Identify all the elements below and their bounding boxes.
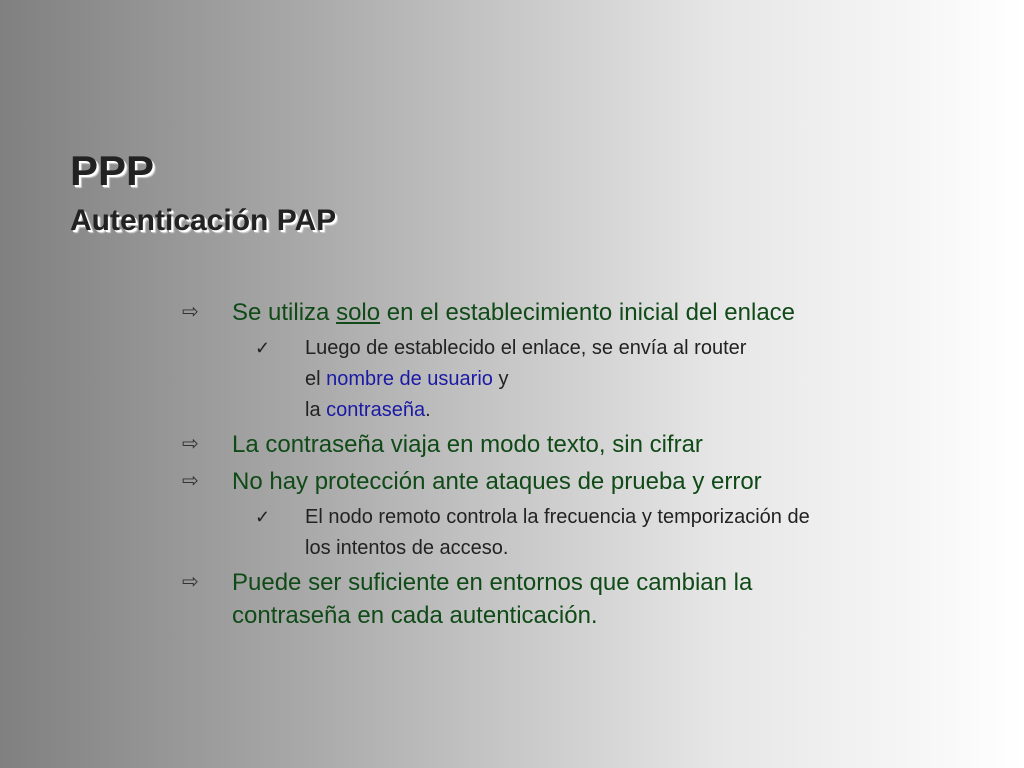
bullet-list: [180, 296, 970, 636]
slide-title: PPP: [70, 147, 155, 194]
sub-bullet-3-line-2: los intentos de acceso.: [305, 537, 509, 559]
bullet-1-pre: Se utiliza: [232, 299, 337, 326]
sub-bullet-1-line-2-post: y: [492, 368, 509, 390]
checkmark-icon: ✓: [255, 507, 271, 527]
sub-bullet-3: [180, 502, 970, 564]
arrow-right-outline-icon: ⇨: [182, 301, 199, 323]
sub-bullet-1-line-2: [305, 364, 970, 395]
bullet-4-line-1: Puede ser suficiente en entornos que cambian la: [232, 569, 753, 596]
password-term: contraseña: [326, 399, 426, 421]
slide-subtitle: Autenticación PAP: [70, 204, 337, 237]
bullet-4-line-2: contraseña en cada autenticación.: [232, 602, 598, 629]
bullet-1-post: en el establecimiento inicial del enlace: [380, 299, 796, 326]
bullet-item-2: [180, 428, 970, 461]
sub-bullet-1-line-3: [305, 395, 970, 426]
sub-bullet-1-line-2-pre: el: [305, 368, 327, 390]
sub-bullet-1-line-1: Luego de establecido el enlace, se envía al router: [305, 337, 747, 359]
sub-bullet-3-line-1: El nodo remoto controla la frecuencia y temporización de: [305, 506, 810, 528]
bullet-item-3: [180, 465, 970, 498]
bullet-1-emphasis: solo: [336, 299, 381, 326]
checkmark-icon: ✓: [255, 338, 271, 358]
bullet-2-text: La contraseña viaja en modo texto, sin cifrar: [232, 431, 703, 458]
sub-bullet-1-line-3-post: .: [425, 399, 431, 421]
sub-bullet-1: [180, 333, 970, 426]
bullet-3-text: No hay protección ante ataques de prueba y error: [232, 468, 762, 495]
bullet-item-4: [180, 566, 970, 632]
title-block: [70, 148, 336, 238]
bullet-item-1: [180, 296, 970, 329]
username-term: nombre de usuario: [326, 368, 493, 390]
arrow-right-outline-icon: ⇨: [182, 571, 199, 593]
arrow-right-outline-icon: ⇨: [182, 470, 199, 492]
sub-bullet-1-line-3-pre: la: [305, 399, 327, 421]
arrow-right-outline-icon: ⇨: [182, 433, 199, 455]
